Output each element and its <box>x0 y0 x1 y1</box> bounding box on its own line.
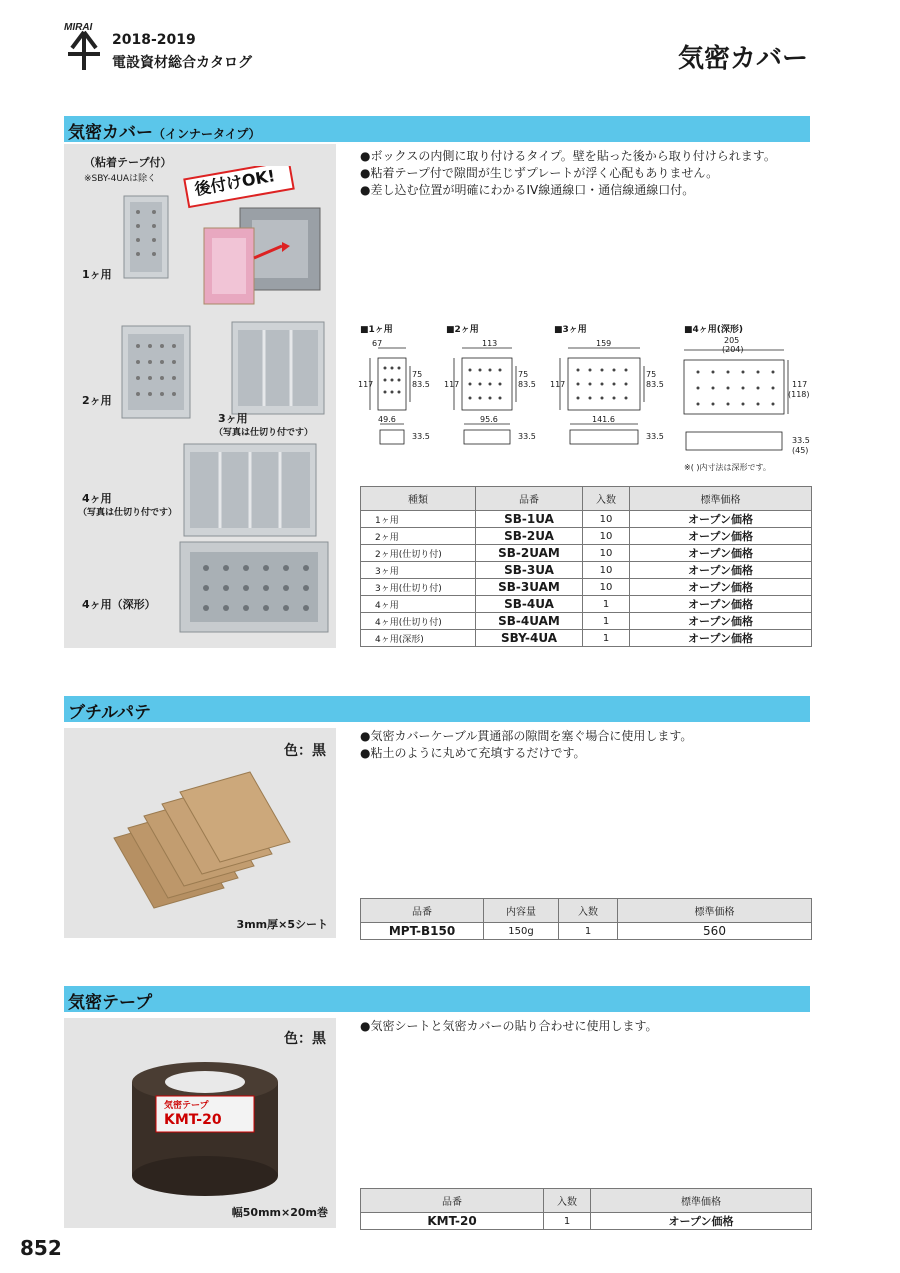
dim-4gang-height-deep: (118) <box>788 390 810 399</box>
col-header: 内容量 <box>484 899 559 923</box>
cell-code: SB-1UA <box>476 511 583 528</box>
color-label: 色：黒 <box>284 1031 326 1047</box>
label-2gang: 2ヶ用 <box>82 394 112 407</box>
cell-code: MPT-B150 <box>361 923 484 940</box>
cell-price: オープン価格 <box>591 1213 812 1230</box>
table-row <box>361 528 812 545</box>
bullet: ●ボックスの内側に取り付けるタイプ。壁を貼った後から取り付けられます。 <box>360 149 776 163</box>
dim-3gang-depth: 33.5 <box>646 432 664 441</box>
page-number: 852 <box>20 1236 62 1260</box>
cell-code: SB-2UA <box>476 528 583 545</box>
dimension-diagrams <box>358 338 808 478</box>
dim-4gang-depth-deep: (45) <box>792 446 809 455</box>
cover-2gang-image <box>116 322 196 422</box>
cover-3gang-image <box>228 318 328 418</box>
retrofit-badge: 後付けOK! <box>193 166 277 199</box>
cell-qty: 10 <box>583 511 630 528</box>
cell-code: SBY-4UA <box>476 630 583 647</box>
bullet: ●気密シートと気密カバーの貼り合わせに使用します。 <box>360 1019 658 1033</box>
cell-code: SB-4UA <box>476 596 583 613</box>
tape-label-2: KMT-20 <box>164 1112 222 1128</box>
cover-4gang-image <box>180 440 320 540</box>
col-header: 標準価格 <box>630 487 812 511</box>
table-row <box>361 923 812 940</box>
product-photo-area <box>64 144 336 648</box>
label-4gang-deep: 4ヶ用（深形） <box>82 598 156 611</box>
dim-3gang-width: 159 <box>596 339 612 348</box>
dim-1gang-width: 67 <box>372 339 383 348</box>
cover-1gang-image <box>116 192 176 282</box>
bullet: ●差し込む位置が明確にわかるIV線通線口・通信線通線口付。 <box>360 183 695 197</box>
diagram-footnote: ※( )内寸法は深形です。 <box>684 463 771 472</box>
table-row <box>361 579 812 596</box>
label-4gang: 4ヶ用 <box>82 492 112 505</box>
section-header-butyl-putty <box>64 696 810 722</box>
col-header: 品番 <box>361 899 484 923</box>
section-header-kimitsu-tape <box>64 986 810 1012</box>
catalog-name: 電設資材総合カタログ <box>112 55 252 71</box>
diagram-label-3gang: ■3ヶ用 <box>554 325 587 335</box>
diagram-label-4gang-deep: ■4ヶ用(深形) <box>684 325 743 335</box>
cell-type: 1ヶ用 <box>361 511 476 528</box>
dim-4gang-width-deep: (204) <box>722 345 744 354</box>
cell-qty: 1 <box>583 596 630 613</box>
tape-note: （粘着テープ付） <box>84 156 172 169</box>
cell-type: 3ヶ用 <box>361 562 476 579</box>
cell-qty: 10 <box>583 562 630 579</box>
cell-code: SB-3UAM <box>476 579 583 596</box>
col-header: 標準価格 <box>591 1189 812 1213</box>
dim-2gang-bottom: 95.6 <box>480 415 498 424</box>
label-3gang: 3ヶ用 <box>218 412 248 425</box>
diagram-label-1gang: ■1ヶ用 <box>360 325 393 335</box>
color-label: 色：黒 <box>284 743 326 759</box>
cell-type: 4ヶ用(深形) <box>361 630 476 647</box>
cell-code: KMT-20 <box>361 1213 544 1230</box>
tape-exclusion-note: ※SBY-4UAは除く <box>84 174 157 184</box>
section-header-kimitsu-cover <box>64 116 810 142</box>
dim-2gang-width: 113 <box>482 339 498 348</box>
dim-1gang-depth: 33.5 <box>412 432 430 441</box>
cell-price: オープン価格 <box>630 511 812 528</box>
page-title: 気密カバー <box>677 44 808 74</box>
putty-sheets-image <box>104 768 304 918</box>
col-header: 種類 <box>361 487 476 511</box>
product-table-butyl-putty <box>360 898 812 940</box>
table-row <box>361 596 812 613</box>
section-title: 気密カバー <box>68 123 153 143</box>
dim-2gang-inner: 75 <box>518 370 529 379</box>
dim-2gang-depth: 33.5 <box>518 432 536 441</box>
cell-content: 150g <box>484 923 559 940</box>
cell-qty: 1 <box>583 613 630 630</box>
bullet: ●粘土のように丸めて充填するだけです。 <box>360 746 586 760</box>
table-row <box>361 613 812 630</box>
cell-type: 2ヶ用(仕切り付) <box>361 545 476 562</box>
mirai-logo-icon <box>62 20 106 72</box>
cell-price: オープン価格 <box>630 630 812 647</box>
col-header: 入数 <box>559 899 618 923</box>
cell-code: SB-2UAM <box>476 545 583 562</box>
note-3gang: （写真は仕切り付です） <box>214 428 314 438</box>
cell-qty: 10 <box>583 528 630 545</box>
product-table-kimitsu-tape <box>360 1188 812 1230</box>
tape-photo-area <box>64 1018 336 1228</box>
cell-price: オープン価格 <box>630 545 812 562</box>
cell-qty: 10 <box>583 579 630 596</box>
cover-4gang-deep-image <box>176 538 332 636</box>
col-header: 品番 <box>361 1189 544 1213</box>
putty-spec: 3mm厚×5シート <box>236 918 328 931</box>
cell-code: SB-4UAM <box>476 613 583 630</box>
dim-4gang-height: 117 <box>792 380 808 389</box>
label-1gang: 1ヶ用 <box>82 268 112 281</box>
bullet: ●気密カバーケーブル貫通部の隙間を塞ぐ場合に使用します。 <box>360 729 693 743</box>
table-row <box>361 511 812 528</box>
cell-type: 4ヶ用 <box>361 596 476 613</box>
cell-qty: 1 <box>544 1213 591 1230</box>
table-row <box>361 545 812 562</box>
dim-1gang-inner: 75 <box>412 370 423 379</box>
product-table-kimitsu-cover <box>360 486 812 647</box>
cell-qty: 10 <box>583 545 630 562</box>
cell-price: オープン価格 <box>630 579 812 596</box>
note-4gang: （写真は仕切り付です） <box>78 508 178 518</box>
catalog-year: 2018-2019 <box>112 32 196 48</box>
dim-1gang-height: 117 <box>358 380 374 389</box>
tape-roll-image <box>126 1062 284 1198</box>
section3-bullets <box>360 1018 658 1035</box>
cell-type: 4ヶ用(仕切り付) <box>361 613 476 630</box>
col-header: 標準価格 <box>618 899 812 923</box>
dim-3gang-height: 117 <box>550 380 566 389</box>
section-subtitle: （インナータイプ） <box>153 127 261 141</box>
dim-1gang-bottom: 49.6 <box>378 415 396 424</box>
dim-3gang-inner2: 83.5 <box>646 380 664 389</box>
section2-bullets <box>360 728 692 762</box>
cell-type: 2ヶ用 <box>361 528 476 545</box>
tape-label-1: 気密テープ <box>164 1101 209 1111</box>
tape-spec: 幅50mm×20m巻 <box>231 1206 328 1219</box>
dim-4gang-width: 205 <box>724 336 740 345</box>
putty-photo-area <box>64 728 336 938</box>
cell-qty: 1 <box>559 923 618 940</box>
dim-4gang-depth: 33.5 <box>792 436 810 445</box>
cell-price: オープン価格 <box>630 562 812 579</box>
table-row <box>361 562 812 579</box>
cell-type: 3ヶ用(仕切り付) <box>361 579 476 596</box>
dim-2gang-height: 117 <box>444 380 460 389</box>
table-row <box>361 630 812 647</box>
cell-price: オープン価格 <box>630 596 812 613</box>
dim-2gang-inner2: 83.5 <box>518 380 536 389</box>
bullet: ●粘着テープ付で隙間が生じずプレートが浮く心配もありません。 <box>360 166 719 180</box>
dim-1gang-inner2: 83.5 <box>412 380 430 389</box>
dim-3gang-inner: 75 <box>646 370 657 379</box>
section-title: 気密テープ <box>68 993 153 1013</box>
cell-price: オープン価格 <box>630 613 812 630</box>
section-title: ブチルパテ <box>68 703 151 723</box>
cell-price: オープン価格 <box>630 528 812 545</box>
cell-price: 560 <box>618 923 812 940</box>
table-row <box>361 1213 812 1230</box>
diagram-label-2gang: ■2ヶ用 <box>446 325 479 335</box>
dim-3gang-bottom: 141.6 <box>592 415 615 424</box>
cell-qty: 1 <box>583 630 630 647</box>
logo-text: MIRAI <box>64 22 93 33</box>
col-header: 入数 <box>544 1189 591 1213</box>
col-header: 品番 <box>476 487 583 511</box>
section1-bullets <box>360 148 776 199</box>
col-header: 入数 <box>583 487 630 511</box>
cell-code: SB-3UA <box>476 562 583 579</box>
